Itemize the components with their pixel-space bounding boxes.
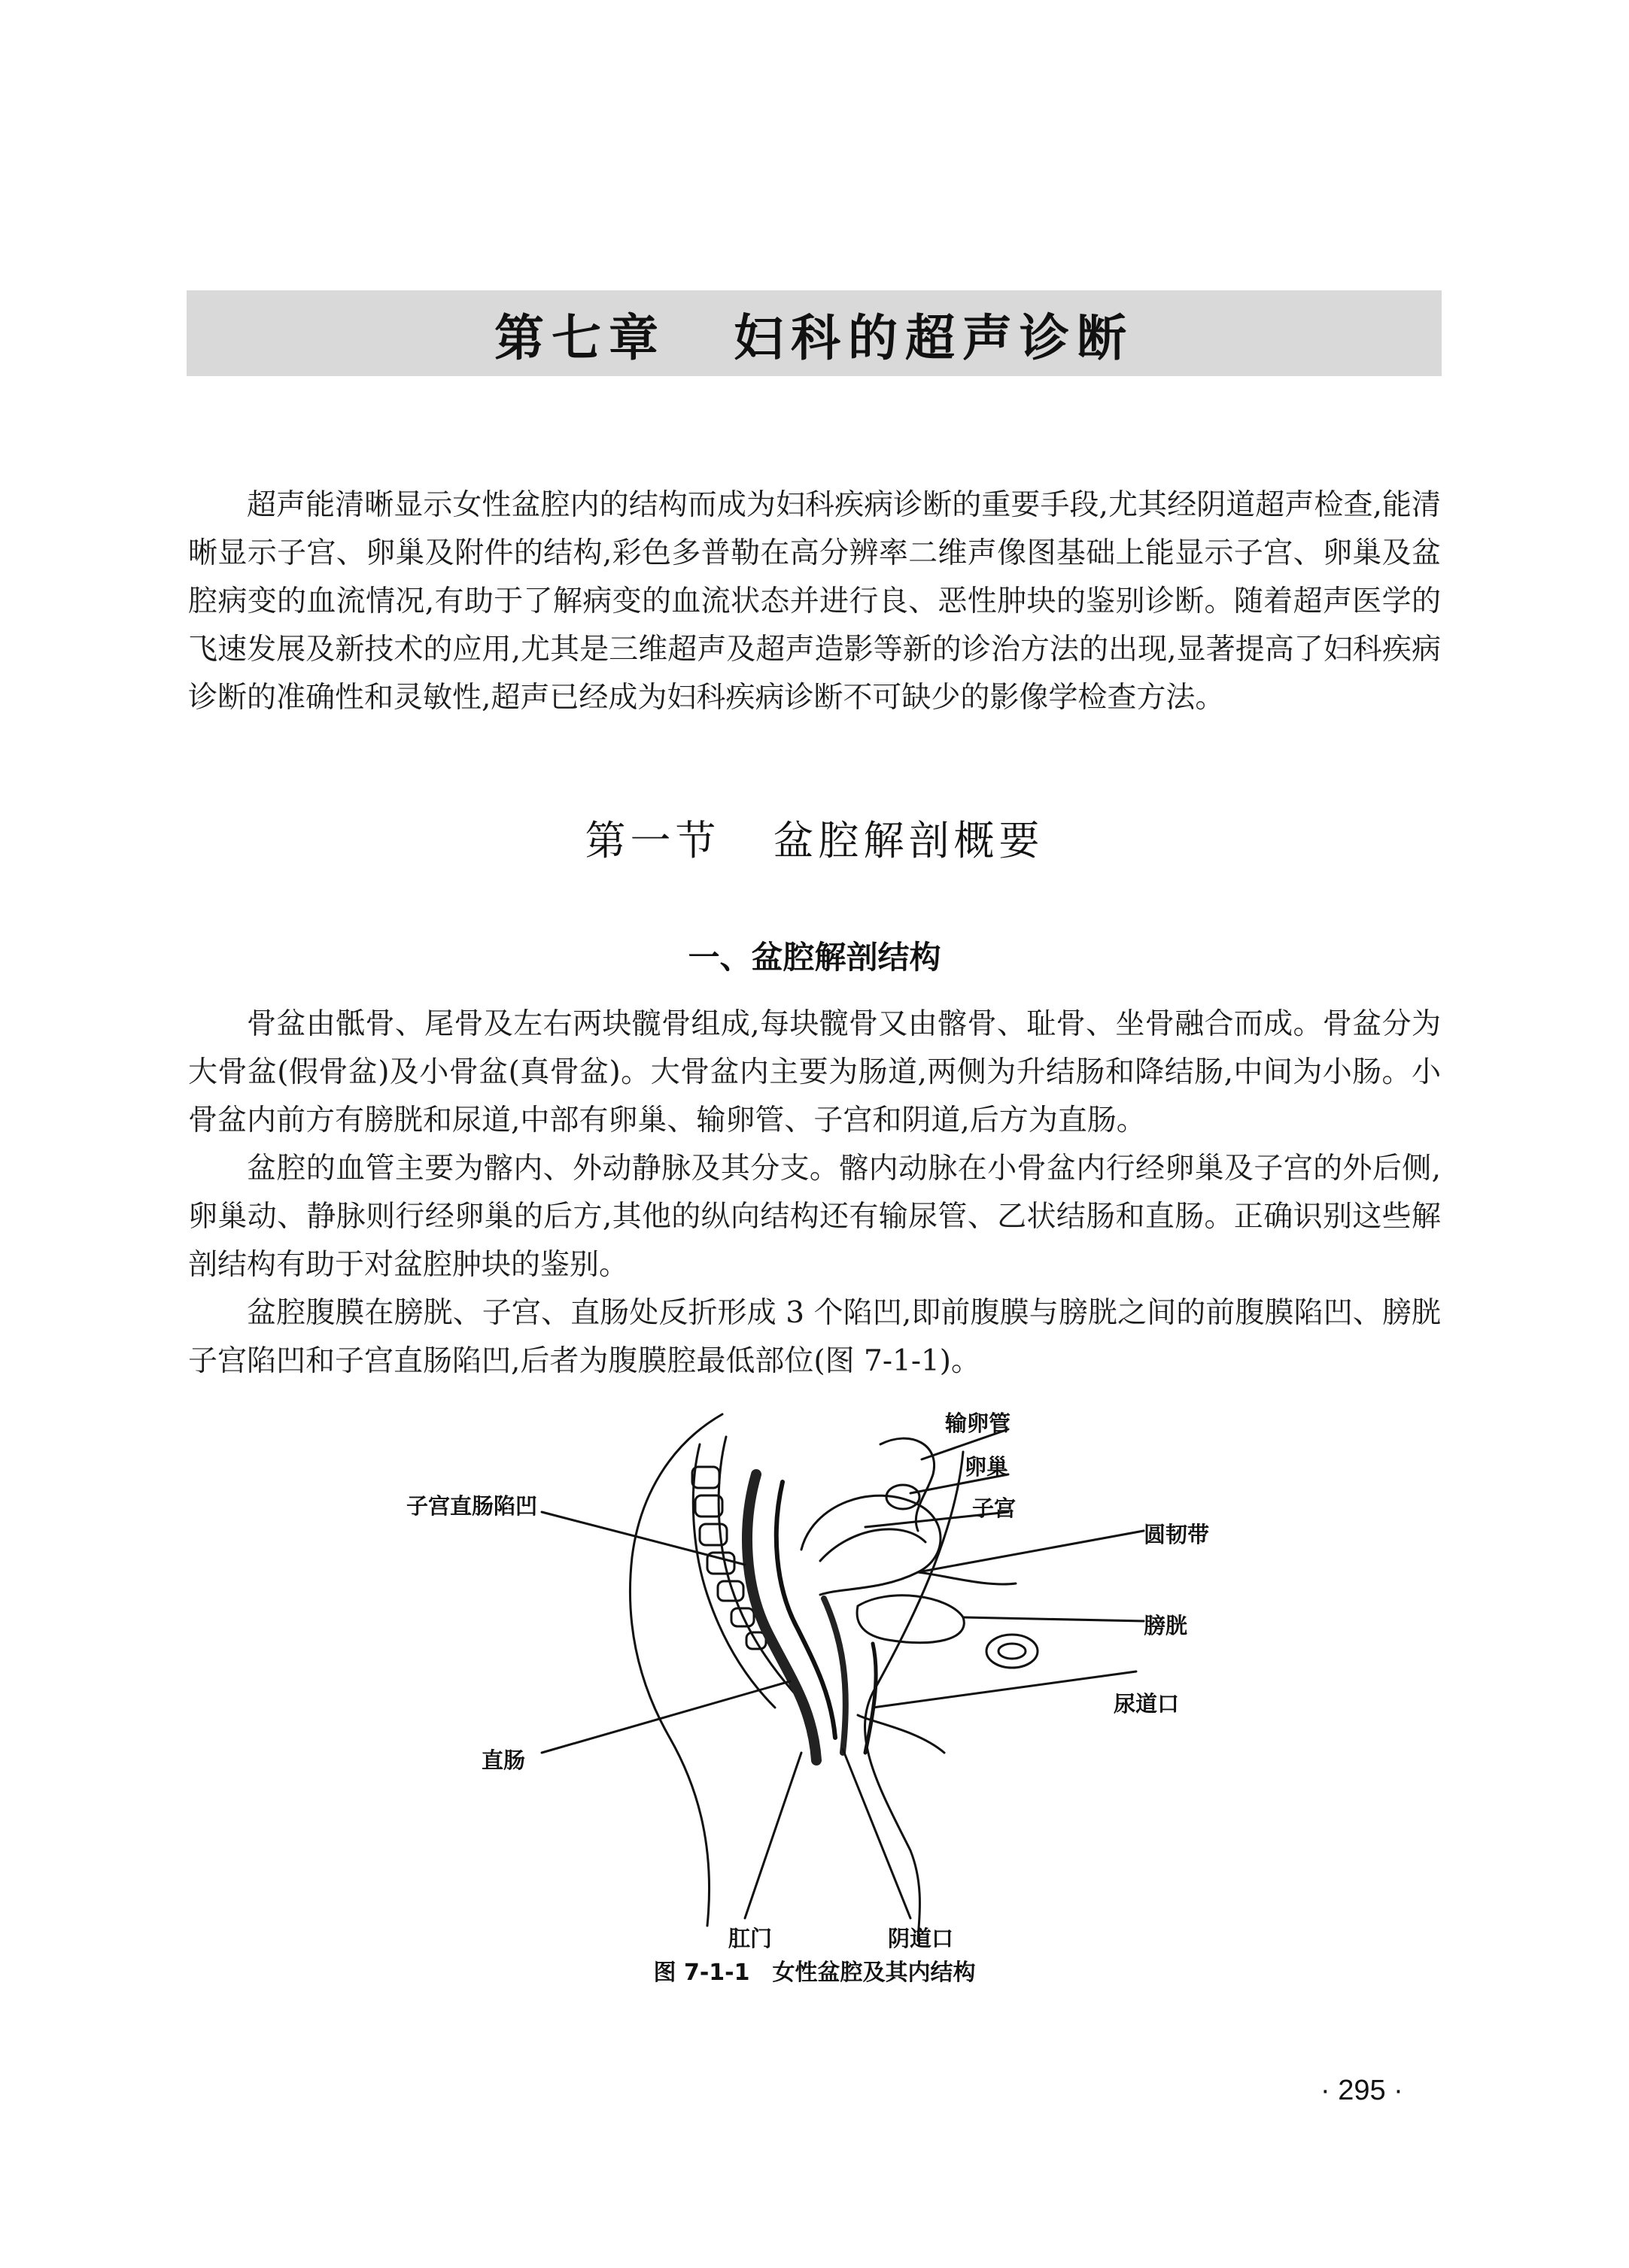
label-rectum: 直肠 [482,1747,526,1773]
label-ovary: 卵巢 [965,1454,1009,1480]
figure-caption-text: 女性盆腔及其内结构 [772,1960,976,1986]
chapter-name: 妇科的超声诊断 [734,308,1134,367]
label-anus: 肛门 [728,1926,773,1951]
pelvis-figure [391,1399,1219,1963]
label-round-ligament: 圆韧带 [1144,1522,1210,1547]
body-outline-back [630,1414,722,1926]
section-number: 第一节 [585,817,721,864]
paragraph-pelvis-bones: 骨盆由骶骨、尾骨及左右两块髋骨组成,每块髋骨又由髂骨、耻骨、坐骨融合而成。骨盆分为大骨盆(假骨盆)及小骨盆(真骨盆)。大骨盆内主要为肠道,两侧为升结肠和降结肠,中间为小肠。小骨盆内前方有膀胱和尿道,中部有卵巢、输卵管、子宫和阴道,后方为直肠。 [188,1007,1441,1137]
intro-paragraph: 超声能清晰显示女性盆腔内的结构而成为妇科疾病诊断的重要手段,尤其经阴道超声检查,能清晰显示子宫、卵巢及附件的结构,彩色多普勒在高分辨率二维声像图基础上能显示子宫、卵巢及盆腔病变的血流情况,有助于了解病变的血流状态并进行良、恶性肿块的鉴别诊断。随着超声医学的飞速发展及新技术的应用,尤其是三维超声及超声造影等新的诊治方法的出现,显著提高了妇科疾病诊断的准确性和灵敏性,超声已经成为妇科疾病诊断不可缺少的影像学检查方法。 [188,488,1441,715]
uterus-body [801,1495,941,1595]
subsection-title: 一、盆腔解剖结构 [688,939,941,976]
chapter-title [494,298,1134,369]
label-fallopian-tube: 输卵管 [945,1410,1011,1436]
paragraph-peritoneum: 盆腔腹膜在膀胱、子宫、直肠处反折形成 3 个陷凹,即前腹膜与膀胱之间的前腹膜陷凹、膀胱子宫陷凹和子宫直肠陷凹,后者为腹膜腔最低部位(图 7-1-1)。 [188,1296,1441,1378]
label-rectouterine-pouch: 子宫直肠陷凹 [406,1493,538,1519]
page-number: · 295 · [1321,2075,1403,2106]
chapter-heading-band [187,290,1442,376]
label-uterus: 子宫 [972,1495,1017,1521]
vertebra [692,1467,719,1488]
chapter-number: 第七章 [494,308,666,367]
paragraph-pelvic-vessels: 盆腔的血管主要为髂内、外动静脉及其分支。髂内动脉在小骨盆内行经卵巢及子宫的外后侧,卵巢动、静脉则行经卵巢的后方,其他的纵向结构还有输尿管、乙状结肠和直肠。正确识别这些解剖结构有助于对盆腔肿块的鉴别。 [188,1152,1441,1282]
label-urethral-orifice: 尿道口 [1114,1691,1180,1717]
label-vaginal-orifice: 阴道口 [888,1926,954,1951]
label-bladder: 膀胱 [1144,1613,1188,1638]
figure-caption-number: 图 7-1-1 [653,1960,750,1986]
sacrum [693,1444,775,1708]
section-title [0,809,1629,867]
pelvis-illustration [391,1399,1219,1963]
figure-caption [0,1954,1629,1987]
rectum-wall [747,1474,816,1760]
section-name: 盆腔解剖概要 [773,817,1044,864]
pubic-bone [986,1635,1038,1668]
